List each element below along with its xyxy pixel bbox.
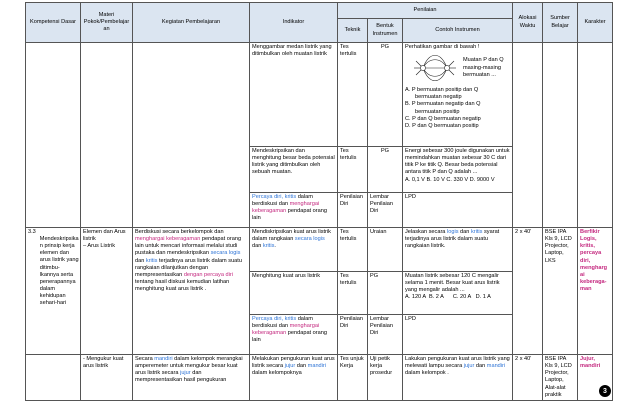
highlight: jujur (463, 363, 475, 370)
text-run: dan (458, 229, 471, 235)
bentuk-cell: PG (368, 147, 403, 193)
contoh-cell (403, 355, 513, 401)
bentuk-cell: PG (368, 43, 403, 147)
electric-field-diagram (413, 53, 457, 83)
highlight: dengan percaya diri (183, 271, 233, 278)
highlight: mandiri (307, 363, 327, 370)
text-run: dan (295, 363, 308, 370)
indikator-cell: Menggambar medan listrik yang ditimbulkan oleh muatan listrik (250, 43, 338, 147)
indikator-cell (250, 315, 338, 355)
option-c: C. P dan Q bermuatan negatip (405, 115, 481, 122)
alokasi-cell: 2 x 40' (513, 355, 543, 401)
materi-title: Elemen dan Arus listrik (83, 229, 126, 243)
teknik-cell: Penilaian Diri (338, 193, 368, 228)
question-options: A. 120 A B. 2 A C. 20 A D. 1 A (405, 294, 491, 301)
text-run: pendapat orang lain untuk mencari informasi melalui studi pustaka dan mendeskripsikan (135, 236, 242, 257)
header-materi: Materi Pokok/Pembelajaran (81, 3, 133, 43)
sumber-cell: BSE IPA Kls 9, LCD Projector, Laptop, LKS (543, 228, 578, 355)
teknik-cell: Tes tertulis (338, 228, 368, 272)
text-run: Berdiskusi secara berkelompok dan (135, 229, 224, 235)
header-kd: Kompetensi Dasar (26, 3, 81, 43)
text-run: Jelaskan secara (405, 229, 447, 235)
contoh-cell (403, 272, 513, 315)
option-b-cont: bermuatan positip (415, 108, 460, 115)
option-a-cont: bermuatan negatip (415, 94, 462, 101)
option-a: A. P bermuatan positip dan Q (405, 87, 479, 94)
materi-cell (81, 228, 133, 355)
question-options: A. 0,1 V B. 10 V C. 330 V D. 9000 V (405, 176, 495, 183)
contoh-cell (403, 228, 513, 272)
header-karakter: Karakter (578, 3, 613, 43)
option-d: D. P dan Q bermuatan positip (405, 122, 479, 129)
karakter-cell: Berfikir Logis, kritis, percaya diri, menghargai keberaga-man (578, 228, 613, 355)
karakter-cell: Jujur, mandiri (578, 355, 613, 401)
indikator-cell: Menghitung kuat arus listrik (250, 272, 338, 315)
header-sumber: Sumber Belajar (543, 3, 578, 43)
indikator-cell: Mendeskripsikan dan menghitung besar beda potensial listrik yang ditimbulkan oleh sebuah muatan. (250, 147, 338, 193)
figure-caption: Muatan P dan Q masing-masing bermuatan ... (463, 57, 504, 78)
text-run: dan (135, 257, 146, 264)
sumber-cell: BSE IPA Kls 9, LCD Projector, Laptop, Alat-alat praktik (543, 355, 578, 401)
text-run: Lakukan pengukuran kuat arus listrik yang melewati lampu secara (405, 356, 510, 370)
highlight: Percaya diri, kritis (252, 194, 297, 200)
text-run: dalam berdiskusi dan (252, 316, 313, 330)
alokasi-cell: 2 x 40' (513, 228, 543, 355)
text-run: terjadinya arus listrik dalam suatu rangkaian dilanjutkan dengan mempresentasikan (135, 257, 242, 278)
bentuk-cell: Lembar Penilaian Diri (368, 315, 403, 355)
text-run: . (274, 243, 276, 250)
kd-number: 3.3 (28, 229, 36, 235)
highlight: menghargai keberagaman (252, 323, 320, 337)
text-run: dalam berdiskusi dan (252, 194, 313, 208)
text-run: dalam kelompoknya (252, 370, 302, 377)
contoh-cell: LPD (403, 193, 513, 228)
karakter-cell-empty (578, 43, 613, 228)
teknik-cell: Tes tertulis (338, 272, 368, 315)
text-run: dan (474, 363, 487, 370)
table-row (26, 355, 613, 401)
highlight: kritis (470, 229, 483, 235)
kd-text: Mendeskripsika n prinsip kerja elemen dan arus listrik yang ditimbu-lkannya serta penerapannya dalam kehidupan sehari-hari (39, 236, 79, 307)
table-row (26, 43, 613, 147)
field-figure (405, 51, 510, 87)
kegiatan-cell-empty (133, 43, 250, 228)
materi-cell: - Mengukur kuat arus listrik (81, 355, 133, 401)
header-alokasi: Alokasi Waktu (513, 3, 543, 43)
highlight: menghargai keberagaman (135, 236, 201, 243)
teknik-cell: Tes tertulis (338, 43, 368, 147)
materi-cell-empty (81, 43, 133, 228)
text-run: Melakukan pengukuran kuat arus listrik secara (252, 356, 335, 370)
contoh-cell (403, 43, 513, 147)
question-text: Muatan listrik sebesar 120 C mengalir selama 1 menit. Besar kuat arus listrik yang mengalir adalah ... (405, 273, 500, 294)
header-bentuk: Bentuk Instrumen (368, 19, 403, 43)
indikator-cell (250, 228, 338, 272)
header-penilaian: Penilaian (338, 3, 513, 19)
bentuk-cell: Uji petik kerja prosedur (368, 355, 403, 401)
question-text: Energi sebesar 300 joule digunakan untuk memindahkan muatan sebesar 30 C dari titik P ke titik Q. Besar beda potensial antara titik P dan Q adalah ... (405, 148, 510, 176)
highlight: jujur (180, 370, 191, 377)
option-b: B. P bermuatan negatip dan Q (405, 101, 481, 108)
kd-cell-empty (26, 355, 81, 401)
highlight: kritis (262, 243, 275, 250)
text-run: pendapat orang lain (252, 208, 327, 222)
text-run: dan (252, 243, 263, 250)
contoh-cell (403, 147, 513, 193)
kegiatan-cell (133, 228, 250, 355)
sumber-cell-empty (543, 43, 578, 228)
kd-cell (26, 228, 81, 355)
highlight: kritis (145, 257, 158, 264)
text-run: dan mempresentasikan hasil pengukuran (135, 370, 227, 384)
highlight: Percaya diri, kritis (252, 316, 297, 322)
alokasi-cell-empty (513, 43, 543, 228)
header-kegiatan: Kegiatan Pembelajaran (133, 3, 250, 43)
text-run: pendapat orang lain (252, 330, 327, 344)
text-run: tentang hasil diskusi kemudian latihan menghitung kuat arus listrik . (135, 279, 230, 293)
bentuk-cell: Uraian (368, 228, 403, 272)
teknik-cell: Tes unjuk Kerja (338, 355, 368, 401)
text-run: Secara (135, 356, 155, 362)
indikator-cell (250, 193, 338, 228)
text-run: Mendiskripsikan kuat arus listrik dalam rangkaian (252, 229, 331, 243)
header-indikator: Indikator (250, 3, 338, 43)
teknik-cell: Penilaian Diri (338, 315, 368, 355)
table-row (26, 228, 613, 272)
header-contoh: Contoh Instrumen (403, 19, 513, 43)
highlight: mandiri (486, 363, 506, 370)
teknik-cell: Tes tertulis (338, 147, 368, 193)
highlight: mandiri (154, 356, 173, 362)
highlight: secara logis (294, 236, 325, 243)
text-run: dalam kelompok merangkai amperemeter untuk mengukur besar kuat arus listrik secara (135, 356, 243, 377)
indikator-cell (250, 355, 338, 401)
highlight: logis (446, 229, 459, 235)
page-number-badge: 3 (599, 385, 611, 397)
highlight: jujur (284, 363, 296, 370)
text-run: syarat terjadinya arus listrik dalam suatu rangkaian listrik. (405, 229, 500, 250)
bentuk-cell: PG (368, 272, 403, 315)
kd-cell-empty (26, 43, 81, 228)
kegiatan-cell (133, 355, 250, 401)
text-run: dalam kelompok . (405, 370, 449, 377)
bentuk-cell: Lembar Penilaian Diri (368, 193, 403, 228)
highlight: menghargai keberagaman (252, 201, 320, 215)
question-prompt: Perhatikan gambar di bawah ! (405, 44, 480, 50)
contoh-cell: LPD (403, 315, 513, 355)
highlight: secara logis (210, 250, 241, 257)
header-teknik: Teknik (338, 19, 368, 43)
materi-sub: – Arus Listrik (83, 243, 116, 250)
syllabus-table (25, 2, 613, 401)
